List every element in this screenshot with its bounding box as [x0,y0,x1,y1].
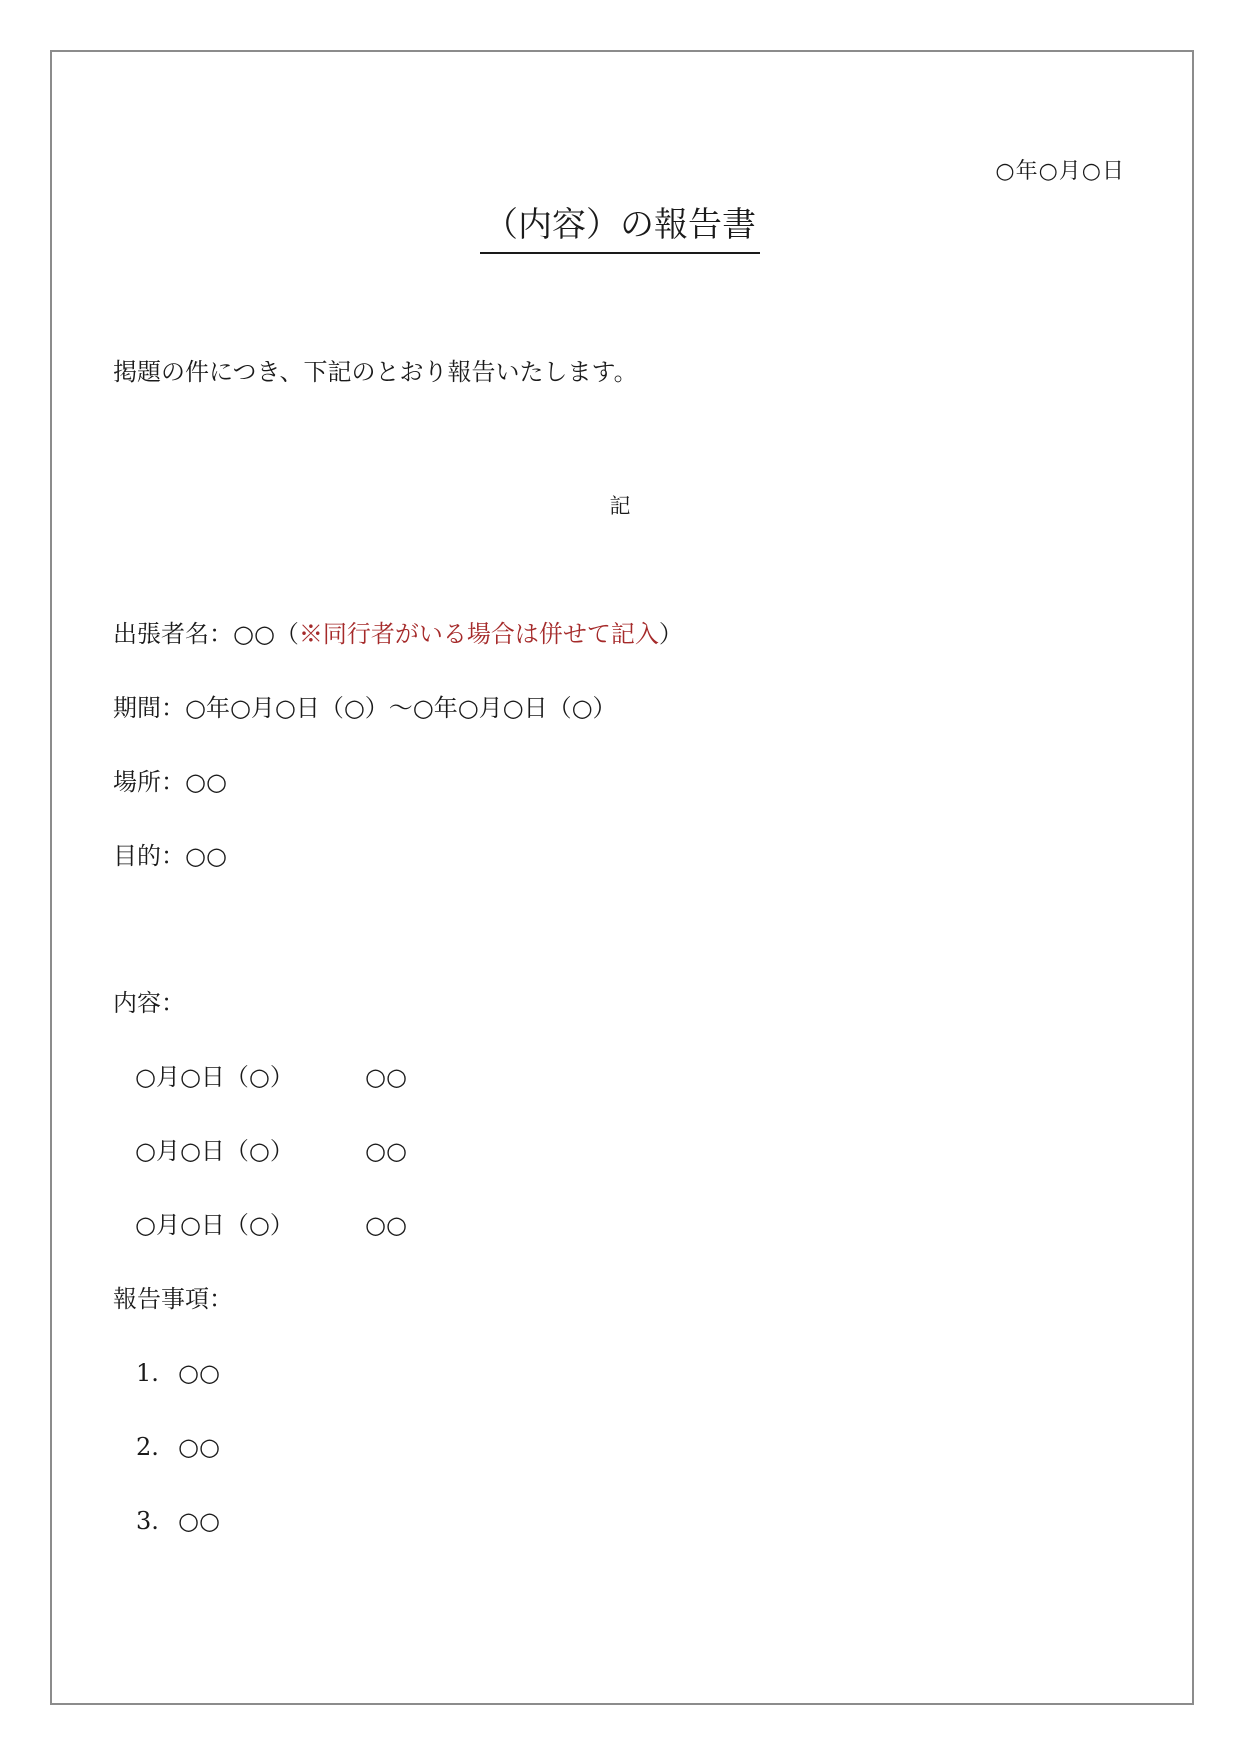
traveler-line [113,617,683,651]
report-item-text: ○○ [178,1433,220,1461]
schedule-item: ○○ [365,1137,407,1165]
schedule-date: ○月○日（○） [135,1137,294,1165]
schedule-item: ○○ [365,1211,407,1239]
report-item-number: 1. [136,1359,159,1387]
report-label: 報告事項： [113,1285,233,1313]
purpose-line: 目的：○○ [113,842,227,870]
schedule-date: ○月○日（○） [135,1063,294,1091]
page-frame [50,50,1194,1705]
report-item [136,1356,220,1390]
place-line: 場所：○○ [113,768,227,796]
schedule-item: ○○ [365,1063,407,1091]
content-label: 内容： [113,989,185,1017]
report-item [136,1430,220,1464]
traveler-label: 出張者名：○○（ [113,620,299,648]
report-item-number: 3. [136,1507,159,1535]
report-item-text: ○○ [178,1359,220,1387]
document-title: （内容）の報告書 [480,200,760,254]
period-line: 期間：○年○月○日（○）～○年○月○日（○） [113,694,617,722]
traveler-note: ※同行者がいる場合は併せて記入 [298,620,659,648]
traveler-close: ） [658,620,683,648]
report-item-text: ○○ [178,1507,220,1535]
schedule-row [135,1060,407,1094]
report-item-number: 2. [136,1433,159,1461]
ki-heading: 記 [609,494,631,518]
schedule-date: ○月○日（○） [135,1211,294,1239]
schedule-row [135,1134,407,1168]
intro-text: 掲題の件につき、下記のとおり報告いたします。 [113,358,638,386]
schedule-row [135,1208,407,1242]
document-date: ○年○月○日 [995,159,1125,184]
report-item [136,1504,220,1538]
document-title-wrap [0,200,1240,254]
